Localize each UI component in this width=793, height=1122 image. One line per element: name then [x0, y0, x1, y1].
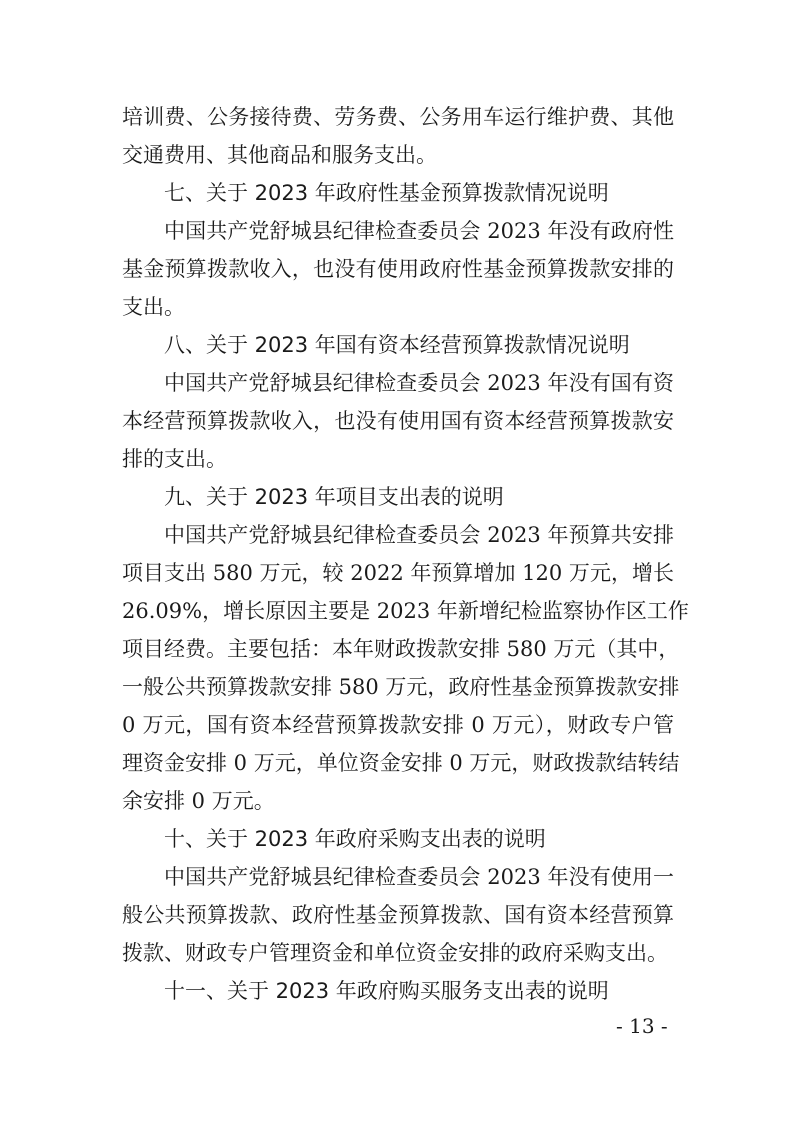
paragraph-line: 余安排 0 万元。 — [122, 789, 275, 813]
paragraph-line: 般公共预算拨款、政府性基金预算拨款、国有资本经营预算 — [122, 903, 674, 927]
paragraph-line: 0 万元，国有资本经营预算拨款安排 0 万元），财政专户管 — [122, 713, 674, 737]
section-heading-8: 八、关于 2023 年国有资本经营预算拨款情况说明 — [164, 333, 630, 357]
document-body — [122, 98, 689, 1010]
paragraph-line: 中国共产党舒城县纪律检查委员会 2023 年没有使用一 — [164, 865, 674, 889]
paragraph-line: 26.09%，增长原因主要是 2023 年新增纪检监察协作区工作 — [122, 599, 689, 623]
paragraph-line: 拨款、财政专户管理资金和单位资金安排的政府采购支出。 — [122, 941, 668, 965]
section-heading-10: 十、关于 2023 年政府采购支出表的说明 — [164, 827, 546, 851]
section-heading-11: 十一、关于 2023 年政府购买服务支出表的说明 — [164, 979, 609, 1003]
paragraph-line: 基金预算拨款收入，也没有使用政府性基金预算拨款安排的 — [122, 257, 674, 281]
paragraph-line: 中国共产党舒城县纪律检查委员会 2023 年没有政府性 — [164, 219, 674, 243]
paragraph-line: 理资金安排 0 万元，单位资金安排 0 万元，财政拨款结转结 — [122, 751, 680, 775]
section-heading-7: 七、关于 2023 年政府性基金预算拨款情况说明 — [164, 181, 609, 205]
paragraph-line: 排的支出。 — [122, 447, 227, 471]
section-heading-9: 九、关于 2023 年项目支出表的说明 — [164, 485, 504, 509]
paragraph-line: 培训费、公务接待费、劳务费、公务用车运行维护费、其他 — [122, 105, 674, 129]
paragraph-line: 中国共产党舒城县纪律检查委员会 2023 年没有国有资 — [164, 371, 674, 395]
paragraph-line: 项目经费。主要包括：本年财政拨款安排 580 万元（其中， — [122, 637, 680, 661]
paragraph-line: 一般公共预算拨款安排 580 万元，政府性基金预算拨款安排 — [122, 675, 680, 699]
paragraph-line: 中国共产党舒城县纪律检查委员会 2023 年预算共安排 — [164, 523, 674, 547]
paragraph-line: 本经营预算拨款收入，也没有使用国有资本经营预算拨款安 — [122, 409, 674, 433]
paragraph-line: 交通费用、其他商品和服务支出。 — [122, 143, 437, 167]
paragraph-line: 项目支出 580 万元，较 2022 年预算增加 120 万元，增长 — [122, 561, 674, 585]
page-number: - 13 - — [616, 1014, 668, 1038]
paragraph-line: 支出。 — [122, 295, 185, 319]
